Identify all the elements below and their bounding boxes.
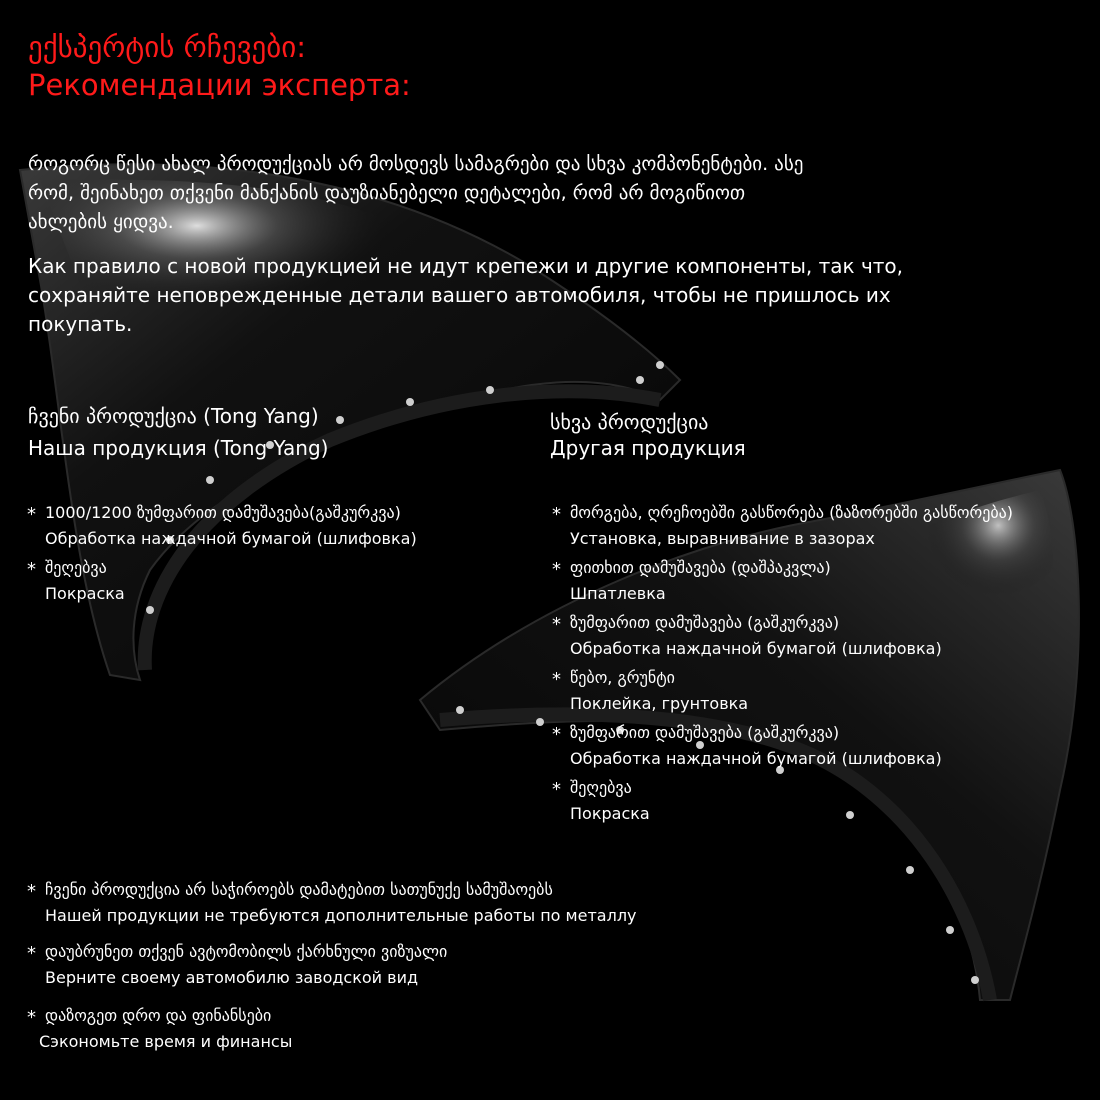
intro-ka-line: ახლების ყიდვა.: [28, 211, 174, 233]
item-ka: წებო, გრუნტი: [570, 668, 675, 687]
intro-ka: [28, 150, 803, 237]
item-ru: Установка, выравнивание в зазорах: [570, 529, 875, 548]
item-ka: ფითხით დამუშავება (დაშპაკვლა): [570, 558, 831, 577]
item-ru: Поклейка, грунтовка: [570, 694, 749, 713]
intro-ru-line: Как правило с новой продукцией не идут крепежи и другие компоненты, так что,: [28, 254, 904, 278]
benefit-item: [27, 942, 448, 988]
benefit-ka: ჩვენი პროდუქცია არ საჭიროებს დამატებით სათუნუქე სამუშაოებს: [45, 880, 553, 899]
item-ru: Обработка наждачной бумагой (шлифовка): [45, 529, 417, 548]
bullet-star: *: [27, 881, 36, 902]
item-ka: შეღებვა: [45, 558, 107, 577]
other-product-heading-ka: სხვა პროდუქცია: [550, 410, 709, 434]
bullet-star: *: [552, 614, 561, 635]
other-product-item: [552, 723, 942, 769]
our-product-item: [27, 503, 417, 549]
item-ka: 1000/1200 ზუმფარით დამუშავება(გაშკურკვა): [45, 503, 401, 522]
bullet-star: *: [27, 1007, 36, 1028]
bullet-star: *: [552, 669, 561, 690]
benefit-ru: Нашей продукции не требуются дополнительные работы по металлу: [45, 906, 637, 925]
our-product-item: [27, 558, 125, 604]
benefit-item: [27, 880, 637, 926]
other-product-heading-ru: Другая продукция: [550, 436, 746, 460]
intro-ka-line: რომ, შეინახეთ თქვენი მანქანის დაუზიანებელი დეტალები, რომ არ მოგიწიოთ: [28, 182, 746, 204]
item-ru: Обработка наждачной бумагой (шлифовка): [570, 639, 942, 658]
benefit-ru: Сэкономьте время и финансы: [39, 1032, 293, 1051]
bullet-star: *: [552, 559, 561, 580]
benefit-ru: Верните своему автомобилю заводской вид: [45, 968, 419, 987]
heading-ka: ექსპერტის რჩევები:: [28, 30, 306, 64]
bullet-star: *: [552, 724, 561, 745]
intro-ru-line: сохраняйте неповрежденные детали вашего автомобиля, чтобы не пришлось их: [28, 283, 891, 307]
other-product-item: [552, 668, 749, 714]
item-ka: მორგება, ღრეჩოებში გასწორება (ზაზორებში გასწორება): [570, 503, 1013, 522]
bullet-star: *: [27, 943, 36, 964]
benefit-ka: დაუბრუნეთ თქვენ ავტომობილს ქარხნული ვიზუალი: [45, 942, 448, 961]
item-ka: შეღებვა: [570, 778, 632, 797]
item-ru: Покраска: [45, 584, 125, 603]
intro-ka-line: როგორც წესი ახალ პროდუქციას არ მოსდევს სამაგრები და სხვა კომპონენტები. ასე: [28, 153, 804, 175]
benefit-ka: დაზოგეთ დრო და ფინანსები: [45, 1006, 272, 1025]
bullet-star: *: [552, 779, 561, 800]
heading-ru: Рекомендации эксперта:: [28, 68, 411, 102]
other-product-item: [552, 613, 942, 659]
our-product-heading-ka: ჩვენი პროდუქცია (Tong Yang): [28, 404, 319, 428]
bullet-star: *: [552, 504, 561, 525]
bullet-star: *: [27, 559, 36, 580]
item-ru: Покраска: [570, 804, 650, 823]
item-ka: ზუმფარით დამუშავება (გაშკურკვა): [570, 613, 840, 632]
intro-ru: [28, 252, 903, 339]
our-product-heading-ru: Наша продукция (Tong Yang): [28, 436, 329, 460]
other-product-item: [552, 778, 650, 824]
item-ru: Шпатлевка: [570, 584, 666, 603]
item-ka: ზუმფარით დამუშავება (გაშკურკვა): [570, 723, 840, 742]
item-ru: Обработка наждачной бумагой (шлифовка): [570, 749, 942, 768]
bullet-star: *: [27, 504, 36, 525]
other-product-item: [552, 503, 1013, 549]
intro-ru-line: покупать.: [28, 312, 133, 336]
other-product-item: [552, 558, 831, 604]
benefit-item: [27, 1006, 293, 1052]
